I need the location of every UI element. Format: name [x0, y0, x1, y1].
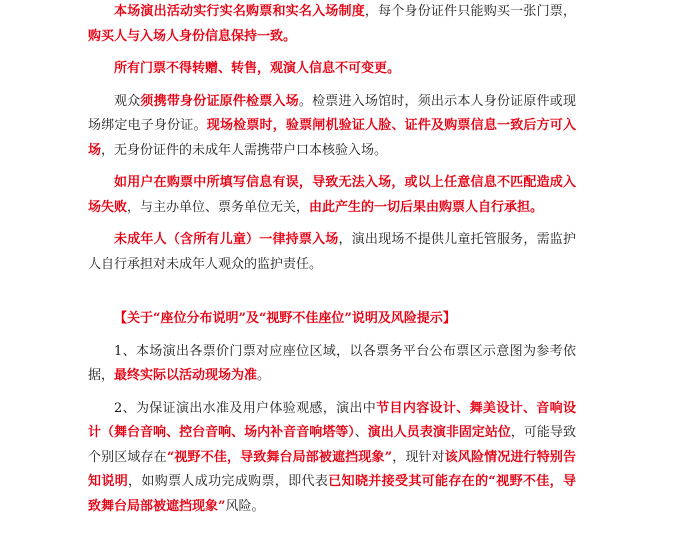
text-run: 1、本场演出各票价门票对应座位区域，以各票务平台公布票区示意图为参考依据， — [88, 343, 576, 383]
paragraph-minors — [88, 228, 576, 277]
text-run: ，无身份证件的未成年人需携带户口本核验入场。 — [101, 142, 388, 158]
text-run: 观众 — [114, 93, 141, 109]
text-run: 该风险情况进行特别告知说明 — [88, 449, 576, 489]
text-run: 。检票进入场馆时，须出示本人身份证原件或现场绑定电子身份证。 — [88, 93, 576, 133]
text-run: ，演出现场不提供儿童托管服务，需监护人自行承担对未成年人观众的监护责任。 — [88, 232, 576, 272]
paragraph-no-transfer — [88, 57, 576, 82]
paragraph-real-name-ticketing — [88, 0, 576, 49]
paragraph-info-error-liability — [88, 171, 576, 220]
text-run: ，每个身份证件只能购买一张门票， — [364, 4, 576, 19]
paragraph-obstructed-view — [88, 397, 576, 520]
text-run: 演出人员表演非固定站位 — [367, 425, 511, 440]
text-run: 本场演出活动实行实名购票和实名入场制度 — [114, 4, 365, 19]
text-run: 。 — [257, 368, 271, 383]
text-run: 购买人与入场人身份信息保持一致。 — [88, 28, 297, 44]
section-heading-seating-risk — [88, 307, 576, 332]
text-run: 由此产生的一切后果由购票人自行承担。 — [309, 199, 544, 215]
text-run: 最终实际以活动现场为准 — [114, 368, 258, 383]
text-run: 风险。 — [225, 498, 265, 514]
text-run: 【关于“座位分布说明”及“视野不佳座位”说明及风险提示】 — [114, 311, 456, 326]
paragraph-seating-area — [88, 340, 576, 389]
ticket-notice-document — [88, 0, 576, 519]
text-run: 须携带身份证原件检票入场 — [140, 93, 299, 109]
text-run: 如用户在购票中所填写信息有误，导致无法入场，或以上任意信息不匹配造成入场失败 — [88, 175, 576, 215]
text-run: 所有门票不得转赠、转售，观演人信息不可变更。 — [114, 61, 401, 76]
text-run: “视野不佳，导致舞台局部被遮挡现象” — [166, 449, 393, 465]
paragraph-id-check — [88, 90, 576, 164]
text-run: ，可能导致个别区域存在 — [88, 425, 576, 465]
text-run: 未成年人（含所有儿童）一律持票入场 — [114, 232, 339, 247]
text-run: 现场检票时，验票闸机验证人脸、证件及购票信息一致后方可入场 — [88, 118, 576, 158]
text-run: 已知晓并接受其可能存在的“视野不佳，导致舞台局部被遮挡现象” — [88, 474, 576, 514]
text-run: 节目内容设计、舞美设计、音响设计（舞台音响、控台音响、场内补音音响塔等） — [88, 400, 576, 440]
text-run: ，与主办单位、票务单位无关， — [127, 199, 310, 215]
text-run: ，现针对 — [392, 449, 445, 465]
text-run: 2、为保证演出水准及用户体验观感，演出中 — [114, 400, 377, 416]
text-run: ，如购票人成功完成购票，即代表 — [128, 474, 329, 489]
text-run: 、 — [354, 425, 368, 440]
